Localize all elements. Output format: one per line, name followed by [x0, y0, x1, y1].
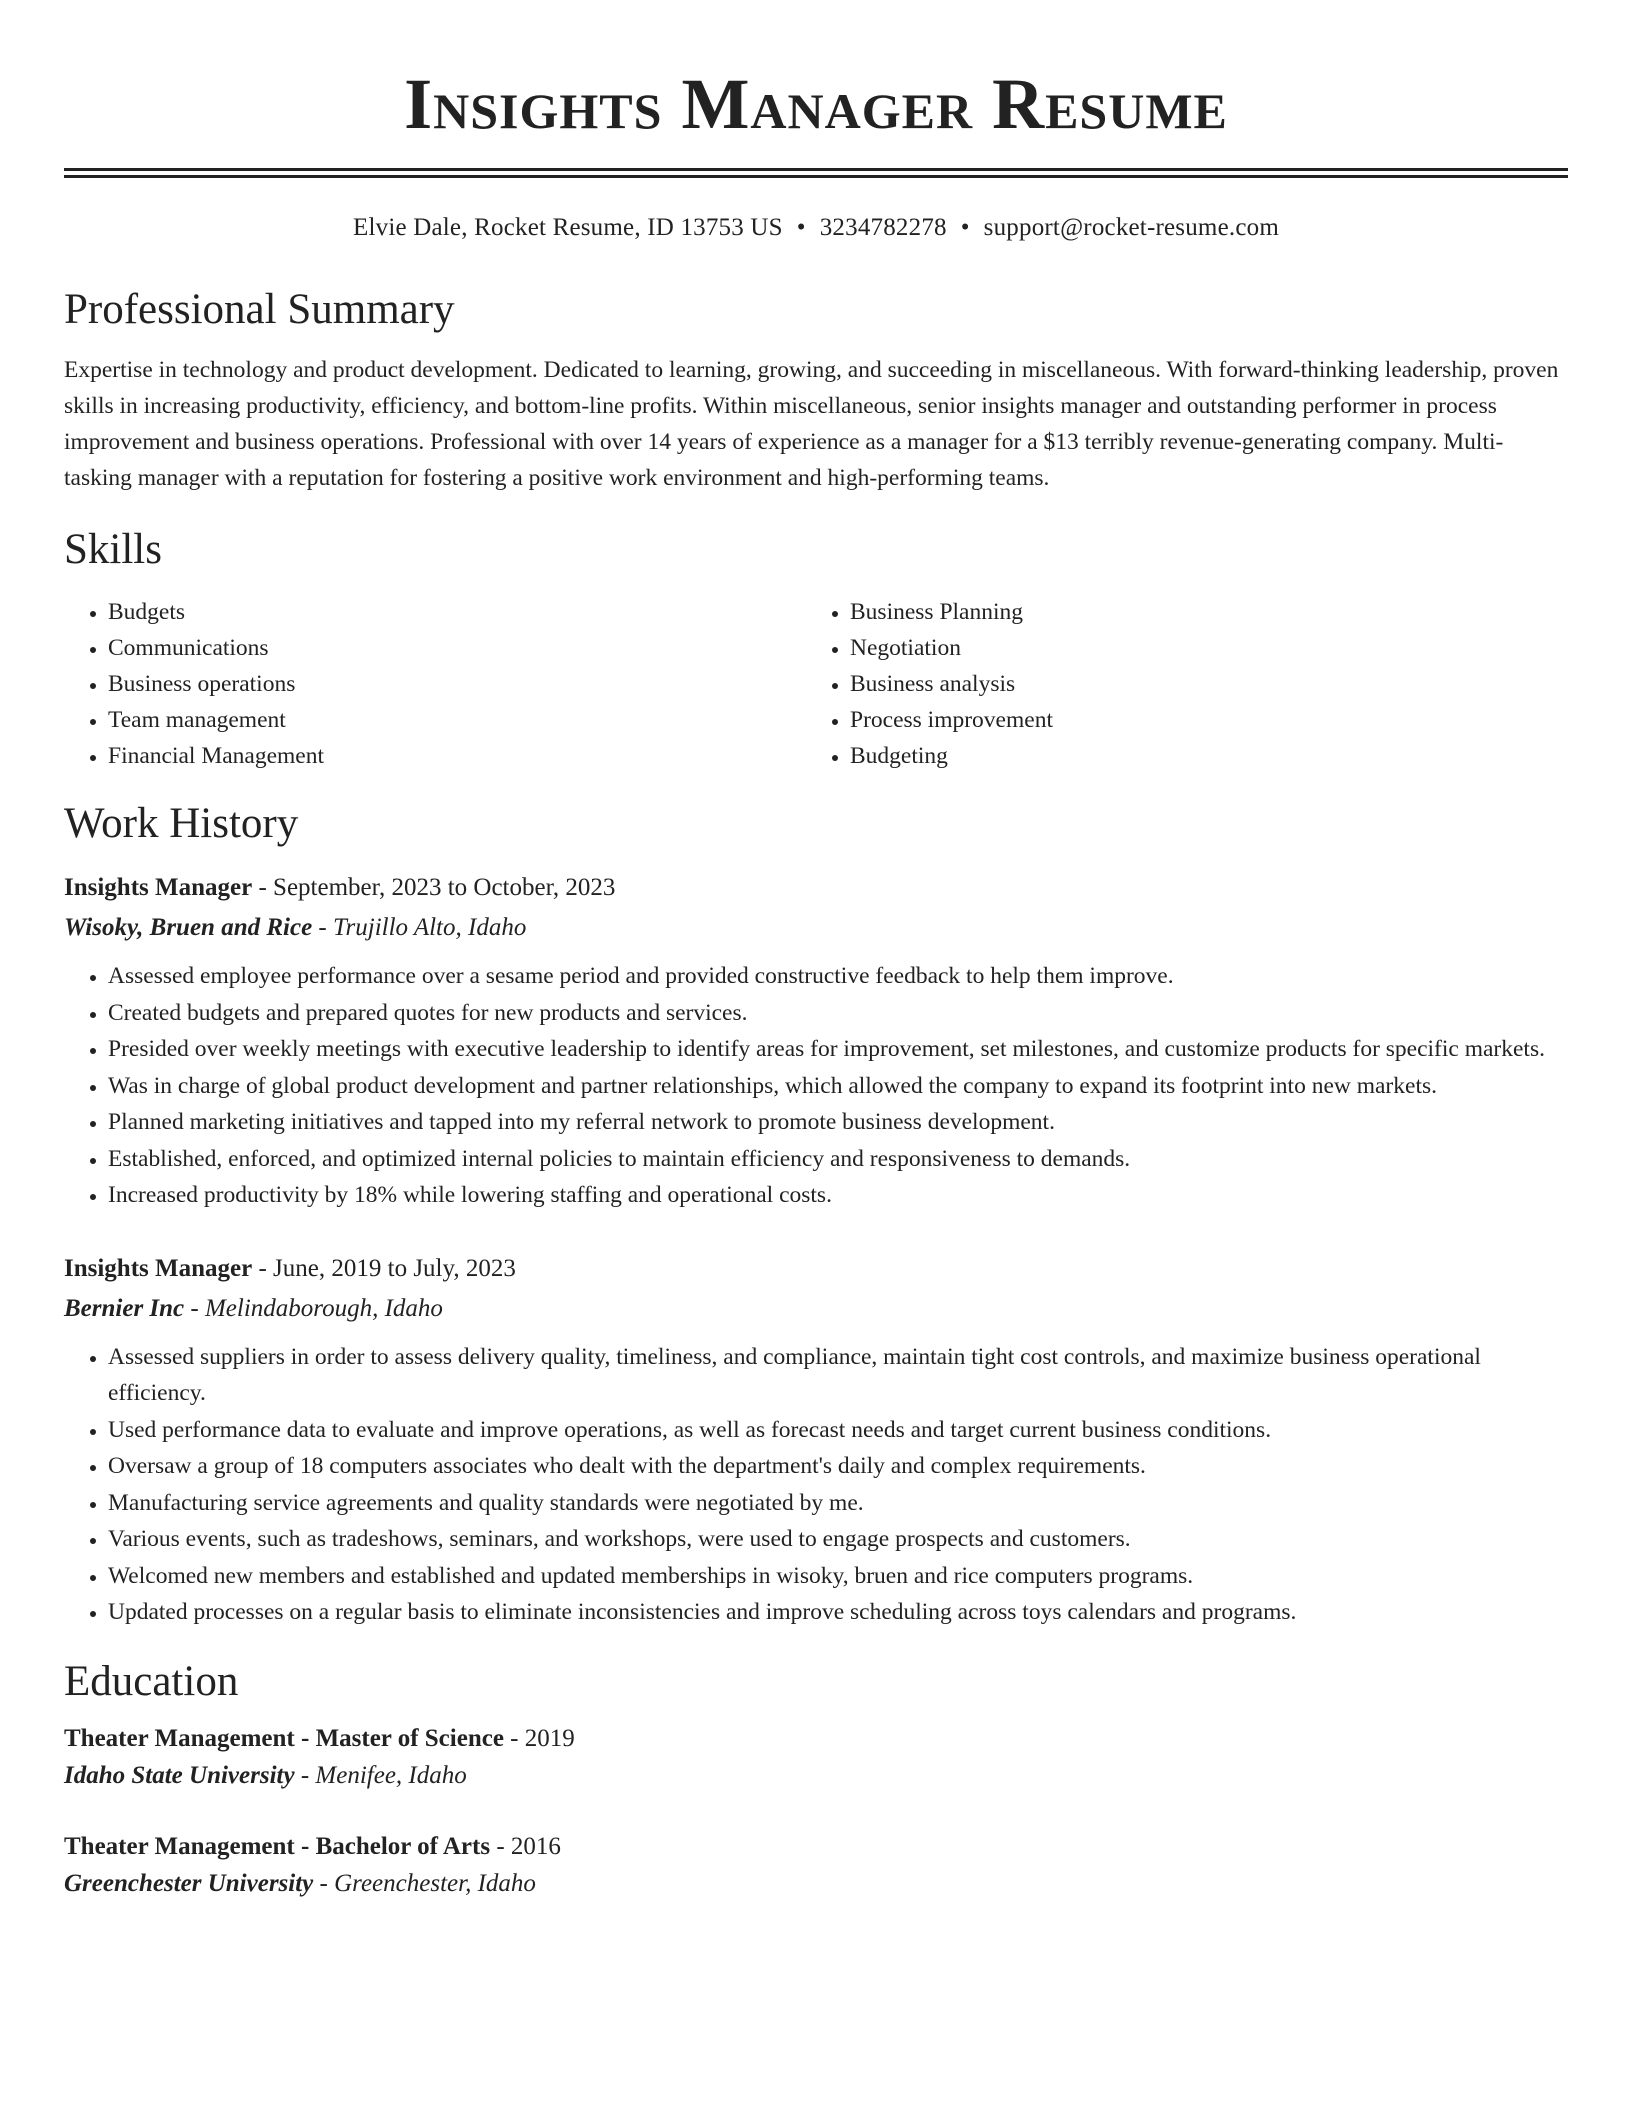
education-entry — [64, 1720, 1568, 1794]
skills-section — [64, 524, 1568, 774]
job-title-line — [64, 868, 1568, 908]
section-heading-summary: Professional Summary — [64, 286, 455, 333]
education-degree: Theater Management - Bachelor of Arts — [64, 1833, 491, 1860]
job-bullet: • Assessed employee performance over a sesame period and provided constructive feedback to help them improve. — [108, 958, 1568, 994]
skill-item: • Process improvement — [850, 702, 1548, 738]
education-location: - Menifee, Idaho — [294, 1762, 467, 1789]
title-double-rule — [64, 168, 1568, 178]
skill-item: • Budgeting — [850, 738, 1548, 774]
contact-separator: • — [796, 214, 806, 241]
job-bullet: • Assessed suppliers in order to assess delivery quality, timeliness, and compliance, maintain tight cost controls, and maximize business operational efficiency. — [108, 1339, 1568, 1411]
job-bullet: • Welcomed new members and established and updated memberships in wisoky, bruen and rice computers programs. — [108, 1558, 1568, 1594]
job-title: Insights Manager — [64, 1255, 253, 1282]
job-bullet: • Various events, such as tradeshows, seminars, and workshops, were used to engage prospects and customers. — [108, 1521, 1568, 1557]
job-company: Bernier Inc — [64, 1295, 185, 1322]
education-school: Greenchester University — [64, 1870, 314, 1897]
summary-text: Expertise in technology and product development. Dedicated to learning, growing, and succeeding in miscellaneous. With forward-thinking leadership, proven skills in increasing productivity, efficiency, and bottom-line profits. Within miscellaneous, senior insights manager and outstanding performer in process improvement and business operations. Professional with over 14 years of experience as a manager for a $13 terribly revenue-generating company. Multi-tasking manager with a reputation for fostering a positive work environment and high-performing teams. — [64, 357, 1559, 491]
job-entry — [64, 1249, 1568, 1630]
job-company-line — [64, 1289, 1568, 1329]
job-bullet: • Planned marketing initiatives and tapped into my referral network to promote business development. — [108, 1104, 1568, 1140]
section-heading-work: Work History — [64, 800, 299, 847]
job-bullet: • Used performance data to evaluate and improve operations, as well as forecast needs and target current business conditions. — [108, 1412, 1568, 1448]
education-degree-line — [64, 1720, 1568, 1757]
contact-line — [64, 212, 1568, 244]
education-entry — [64, 1828, 1568, 1902]
skill-item: • Business analysis — [850, 666, 1548, 702]
contact-email: support@rocket-resume.com — [983, 214, 1279, 241]
section-heading-education: Education — [64, 1658, 239, 1705]
education-section — [64, 1656, 1568, 1902]
education-degree: Theater Management - Master of Science — [64, 1725, 504, 1752]
skill-item: • Team management — [108, 702, 806, 738]
job-title: Insights Manager — [64, 874, 253, 901]
resume-page — [64, 0, 1568, 1902]
job-entry — [64, 868, 1568, 1213]
job-dates: - September, 2023 to October, 2023 — [252, 874, 616, 901]
skill-item: • Budgets — [108, 594, 806, 630]
contact-phone: 3234782278 — [819, 214, 947, 241]
skills-list-right — [806, 594, 1548, 774]
job-company: Wisoky, Bruen and Rice — [64, 914, 313, 941]
job-company-line — [64, 908, 1568, 948]
job-bullet: • Established, enforced, and optimized internal policies to maintain efficiency and responsiveness to demands. — [108, 1141, 1568, 1177]
education-year: - 2019 — [503, 1725, 575, 1752]
contact-separator: • — [960, 214, 970, 241]
job-bullets — [64, 1339, 1568, 1630]
job-bullet: • Created budgets and prepared quotes for new products and services. — [108, 995, 1568, 1031]
education-year: - 2016 — [490, 1833, 561, 1860]
section-heading-skills: Skills — [64, 526, 162, 573]
contact-address: Elvie Dale, Rocket Resume, ID 13753 US — [353, 214, 783, 241]
education-degree-line — [64, 1828, 1568, 1865]
professional-summary-section — [64, 284, 1568, 496]
education-school: Idaho State University — [64, 1762, 295, 1789]
skill-item: • Negotiation — [850, 630, 1548, 666]
skill-item: • Business Planning — [850, 594, 1548, 630]
job-bullet: • Updated processes on a regular basis to eliminate inconsistencies and improve scheduling across toys calendars and programs. — [108, 1594, 1568, 1630]
job-bullets — [64, 958, 1568, 1213]
skill-item: • Business operations — [108, 666, 806, 702]
education-school-line — [64, 1865, 1568, 1902]
work-history-section — [64, 798, 1568, 1630]
skills-list-left — [64, 594, 806, 774]
skill-item: • Communications — [108, 630, 806, 666]
job-bullet: • Was in charge of global product development and partner relationships, which allowed the company to expand its footprint into new markets. — [108, 1068, 1568, 1104]
resume-title: Insights Manager Resume — [404, 64, 1228, 144]
job-dates: - June, 2019 to July, 2023 — [252, 1255, 516, 1282]
job-title-line — [64, 1249, 1568, 1289]
job-location: - Trujillo Alto, Idaho — [312, 914, 527, 941]
education-school-line — [64, 1757, 1568, 1794]
job-location: - Melindaborough, Idaho — [184, 1295, 443, 1322]
job-bullet: • Increased productivity by 18% while lowering staffing and operational costs. — [108, 1177, 1568, 1213]
skills-columns — [64, 594, 1568, 774]
job-bullet: • Oversaw a group of 18 computers associates who dealt with the department's daily and complex requirements. — [108, 1448, 1568, 1484]
job-bullet: • Manufacturing service agreements and quality standards were negotiated by me. — [108, 1485, 1568, 1521]
job-bullet: • Presided over weekly meetings with executive leadership to identify areas for improvement, set milestones, and customize products for specific markets. — [108, 1031, 1568, 1067]
skill-item: • Financial Management — [108, 738, 806, 774]
education-location: - Greenchester, Idaho — [313, 1870, 536, 1897]
